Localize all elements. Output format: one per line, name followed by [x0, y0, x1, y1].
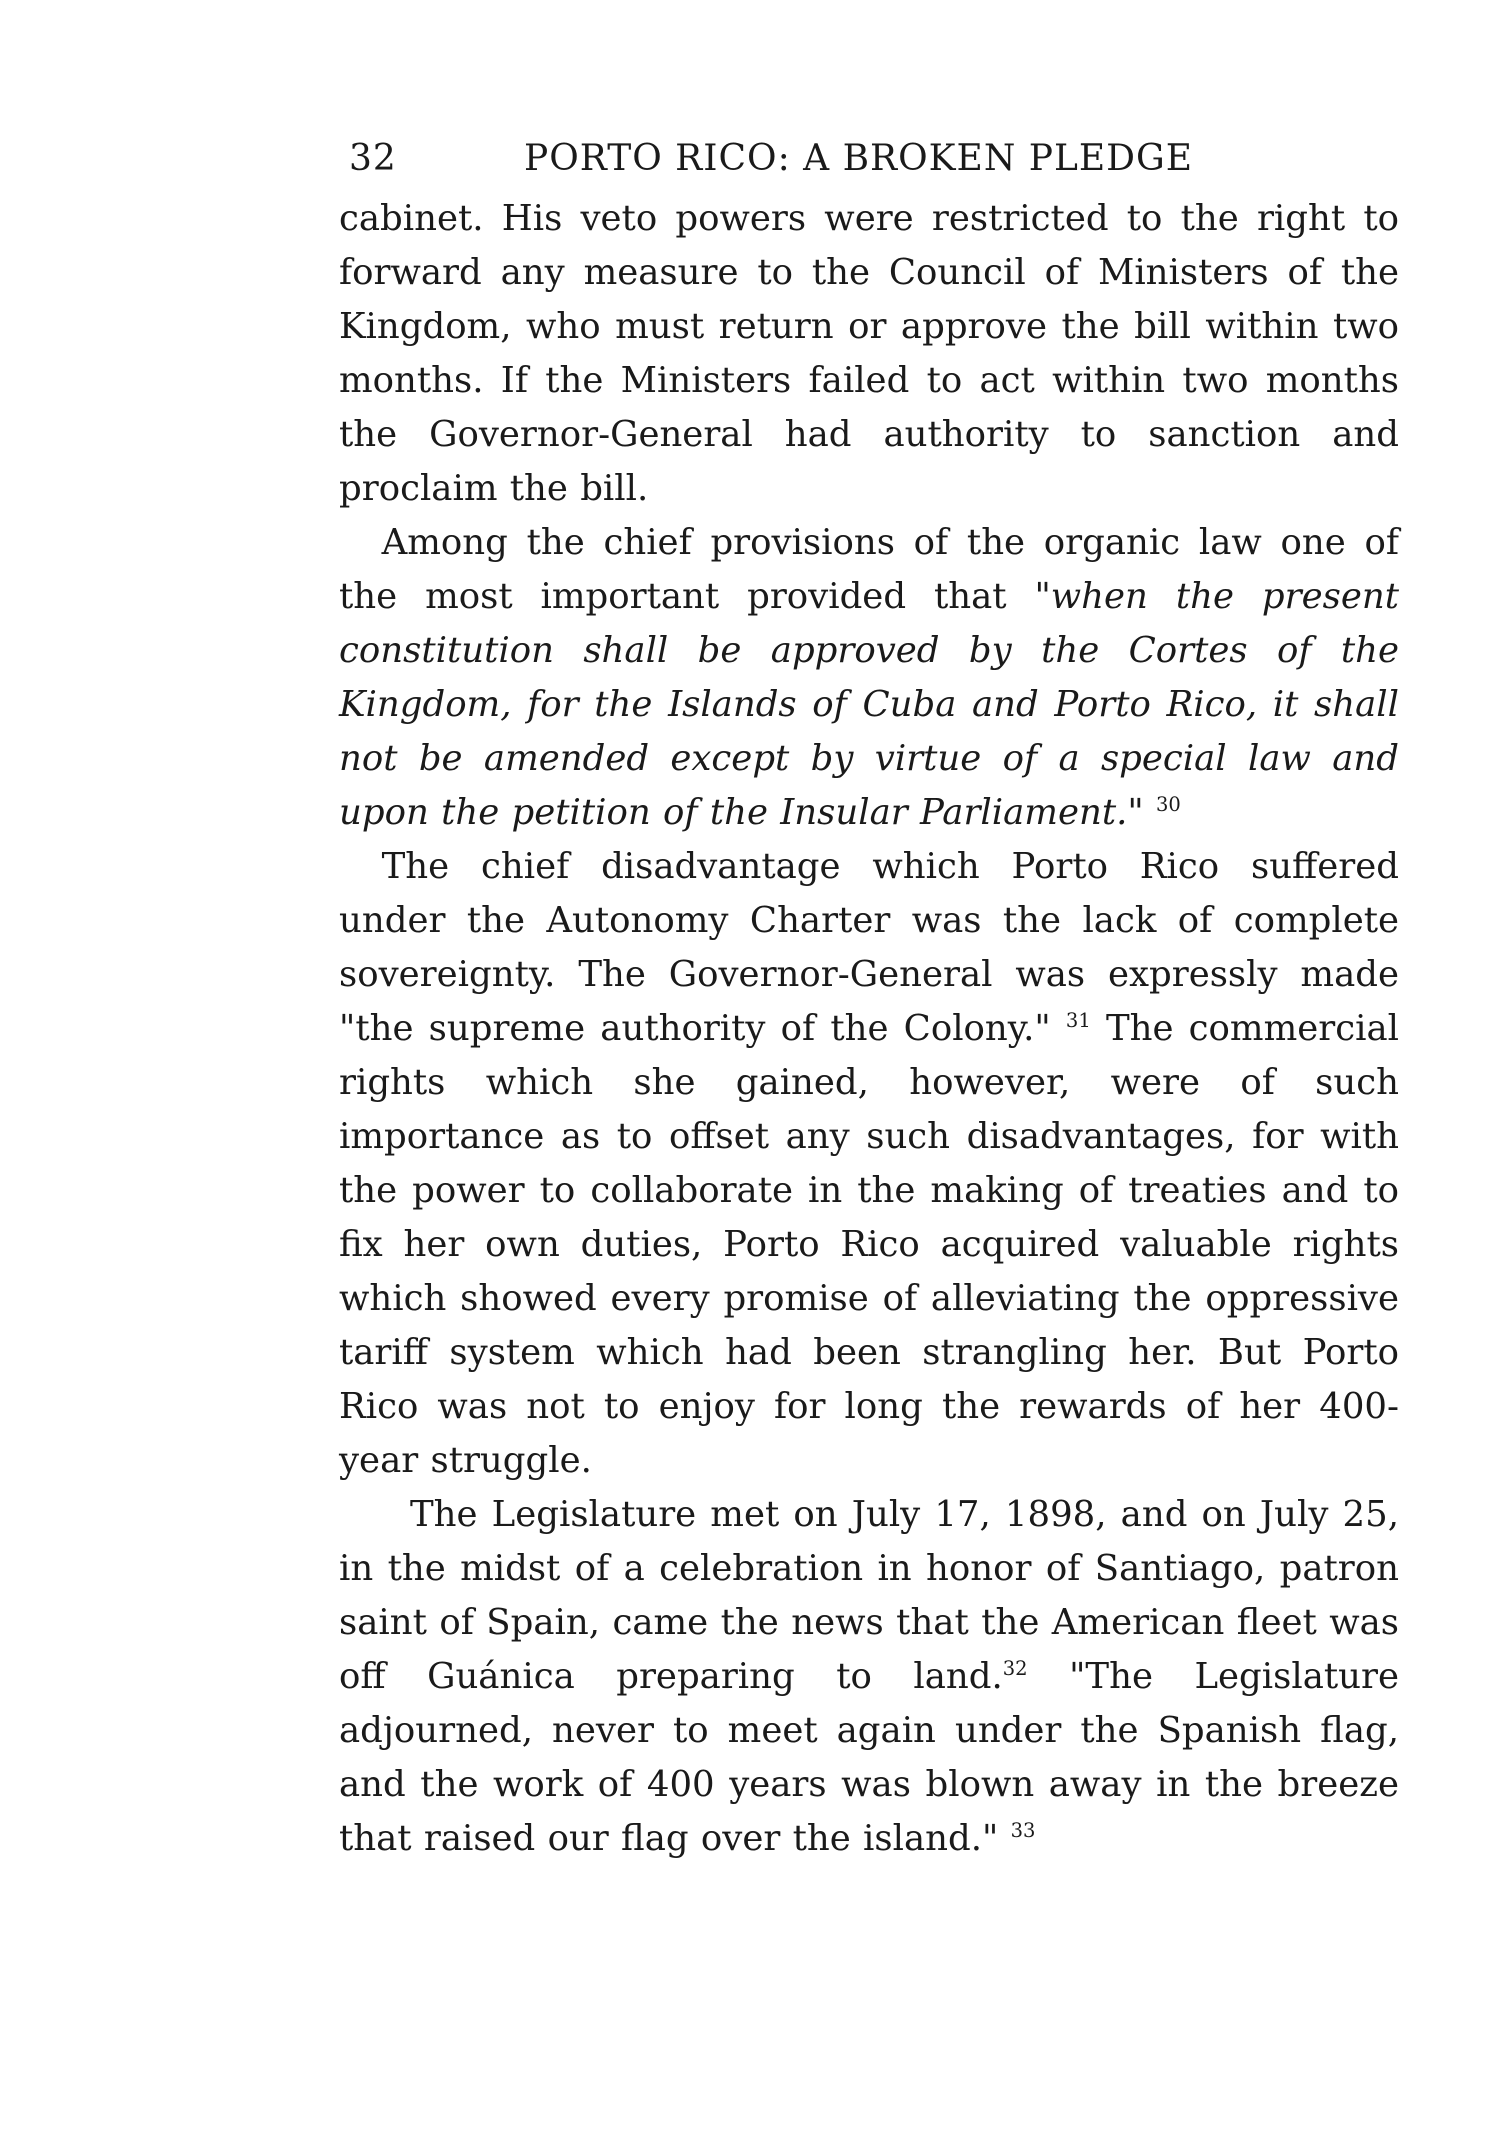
book-page: [339, 138, 1399, 1866]
paragraph-3: [339, 840, 1399, 1488]
running-title: PORTO RICO: A BROKEN PLEDGE: [524, 138, 1194, 179]
footnote-ref-31: 31: [1065, 1009, 1091, 1033]
paragraph-4: [339, 1488, 1399, 1866]
footnote-ref-33: 33: [1010, 1819, 1036, 1843]
paragraph-2-text: Among the chief provisions of the organic law one of the most important provided that: [339, 522, 1399, 617]
running-head: [339, 138, 1399, 192]
paragraph-4-text-cont: "The Legislature adjourned, never to meet again under the Spanish flag, and the work of 400 years was blown away in the breeze that raised our flag over the island.": [339, 1656, 1399, 1859]
constitution-quote: "when the present constitution shall be approved by the Cortes of the Kingdom, for the Islands of Cuba and Porto Rico, it shall not be amended except by virtue of a special law and upon the petition of the Insular Parliament.": [339, 576, 1399, 833]
footnote-ref-30: 30: [1156, 793, 1181, 817]
body-text: [339, 192, 1399, 1866]
page-number: 32: [349, 138, 397, 179]
paragraph-1-text: cabinet. His veto powers were restricted to the right to forward any measure to the Council of Ministers of the Kingdom, who must return or approve the bill within two months. If the Ministers failed to act within two months the Governor-General had authority to sanction and proclaim the bill.: [339, 198, 1399, 509]
paragraph-2: [339, 516, 1399, 840]
paragraph-3-text: The chief disadvantage which Porto Rico suffered under the Autonomy Charter was the lack of complete sovereignty. The Governor-General was expressly made "the supreme authority of the Colony.": [339, 846, 1399, 1049]
paragraph-3-text-cont: The commercial rights which she gained, however, were of such importance as to offset any such disadvantages, for with the power to collaborate in the making of treaties and to fix her own duties, Porto Rico acquired valuable rights which showed every promise of alleviating the oppressive tariff system which had been strangling her. But Porto Rico was not to enjoy for long the rewards of her 400-year struggle.: [339, 1008, 1399, 1481]
paragraph-4-text: The Legislature met on July 17, 1898, and on July 25, in the midst of a celebration in honor of Santiago, patron saint of Spain, came the news that the American fleet was off Guánica preparing to land.: [339, 1494, 1399, 1697]
paragraph-1: [339, 192, 1399, 516]
footnote-ref-32: 32: [1002, 1657, 1028, 1681]
